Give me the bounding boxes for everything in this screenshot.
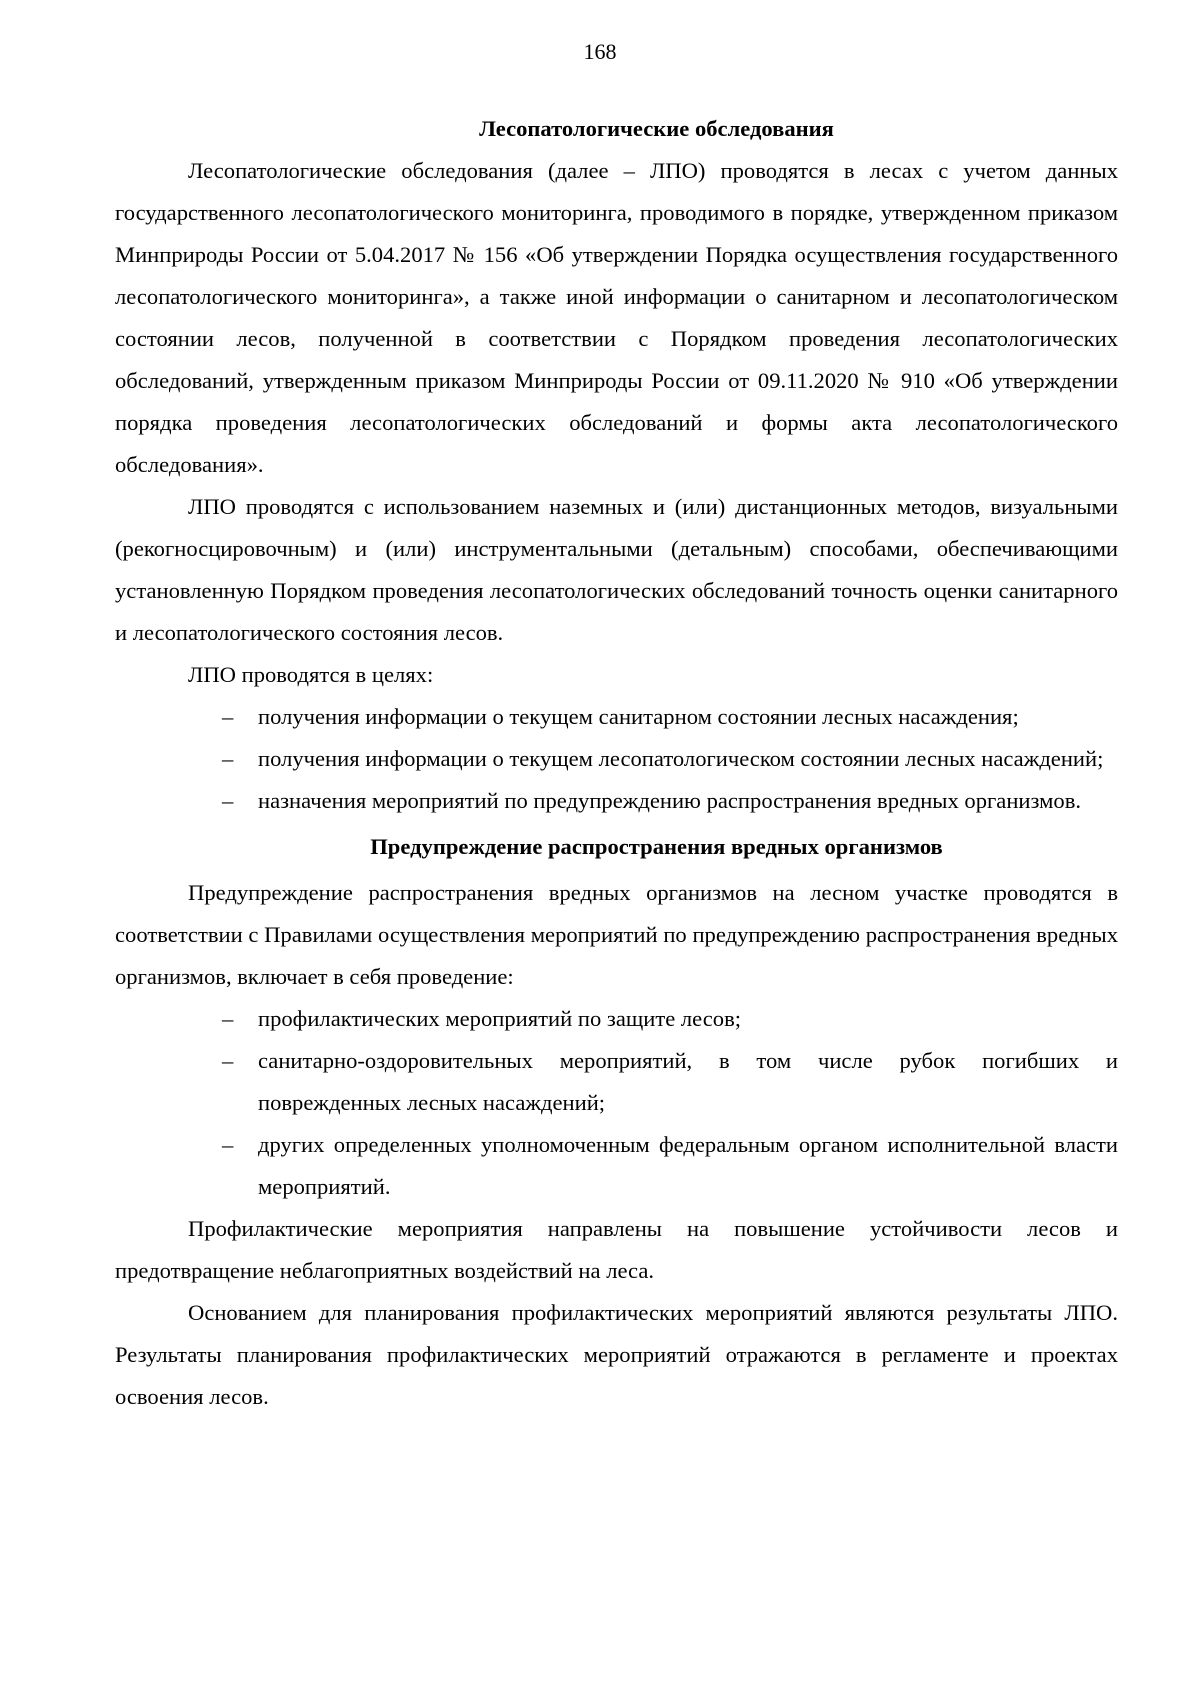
paragraph: Предупреждение распространения вредных организмов на лесном участке проводятся в соответствии с Правилами осуществления мероприятий по предупреждению распространения вредных организмов, включает в себя проведение: xyxy=(115,880,1118,989)
dash-bullet: – xyxy=(222,1048,234,1073)
list-item-text: санитарно-оздоровительных мероприятий, в том числе рубок погибших и поврежденных лесных насаждений; xyxy=(258,1048,1118,1115)
paragraph: Лесопатологические обследования (далее – ЛПО) проводятся в лесах с учетом данных государственного лесопатологического мониторинга, проводимого в порядке, утвержденном приказом Минприроды России от 5.04.2017 № 156 «Об утверждении Порядка осуществления государственного лесопатологического мониторинга», а также иной информации о санитарном и лесопатологическом состоянии лесов, полученной в соответствии с Порядком проведения лесопатологических обследований, утвержденным приказом Минприроды России от 09.11.2020 № 910 «Об утверждении порядка проведения лесопатологических обследований и формы акта лесопатологического обследования». xyxy=(115,158,1118,477)
dash-bullet: – xyxy=(222,1132,234,1157)
paragraph: Профилактические мероприятия направлены на повышение устойчивости лесов и предотвращение неблагоприятных воздействий на леса. xyxy=(115,1216,1118,1283)
paragraph: ЛПО проводятся в целях: xyxy=(188,662,434,687)
paragraph: ЛПО проводятся с использованием наземных и (или) дистанционных методов, визуальными (рекогносцировочным) и (или) инструментальными (детальным) способами, обеспечивающими установленную Порядком проведения лесопатологических обследований точность оценки санитарного и лесопатологического состояния лесов. xyxy=(115,494,1118,645)
list-item xyxy=(115,1124,1118,1208)
list-item xyxy=(115,998,1118,1040)
dash-bullet: – xyxy=(222,788,234,813)
list-item-text: назначения мероприятий по предупреждению распространения вредных организмов. xyxy=(258,788,1082,813)
list-item-text: профилактических мероприятий по защите лесов; xyxy=(258,1006,742,1031)
list-item-text: получения информации о текущем лесопатологическом состоянии лесных насаждений; xyxy=(258,746,1104,771)
list-item xyxy=(115,1040,1118,1124)
dash-bullet: – xyxy=(222,746,234,771)
section-heading-forest-pathology-surveys: Лесопатологические обследования xyxy=(479,116,834,141)
measures-list xyxy=(115,998,1118,1208)
page-content xyxy=(115,108,1118,1418)
list-item xyxy=(115,780,1118,822)
dash-bullet: – xyxy=(222,704,234,729)
page-number: 168 xyxy=(583,39,617,64)
list-item-text: других определенных уполномоченным федеральным органом исполнительной власти мероприятий. xyxy=(258,1132,1118,1199)
section-heading-pest-prevention: Предупреждение распространения вредных организмов xyxy=(370,834,943,859)
list-item-text: получения информации о текущем санитарном состоянии лесных насаждения; xyxy=(258,704,1019,729)
list-item xyxy=(115,738,1118,780)
paragraph: Основанием для планирования профилактических мероприятий являются результаты ЛПО. Результаты планирования профилактических мероприятий отражаются в регламенте и проектах освоения лесов. xyxy=(115,1300,1118,1409)
list-item xyxy=(115,696,1118,738)
purposes-list xyxy=(115,696,1118,822)
dash-bullet: – xyxy=(222,1006,234,1031)
